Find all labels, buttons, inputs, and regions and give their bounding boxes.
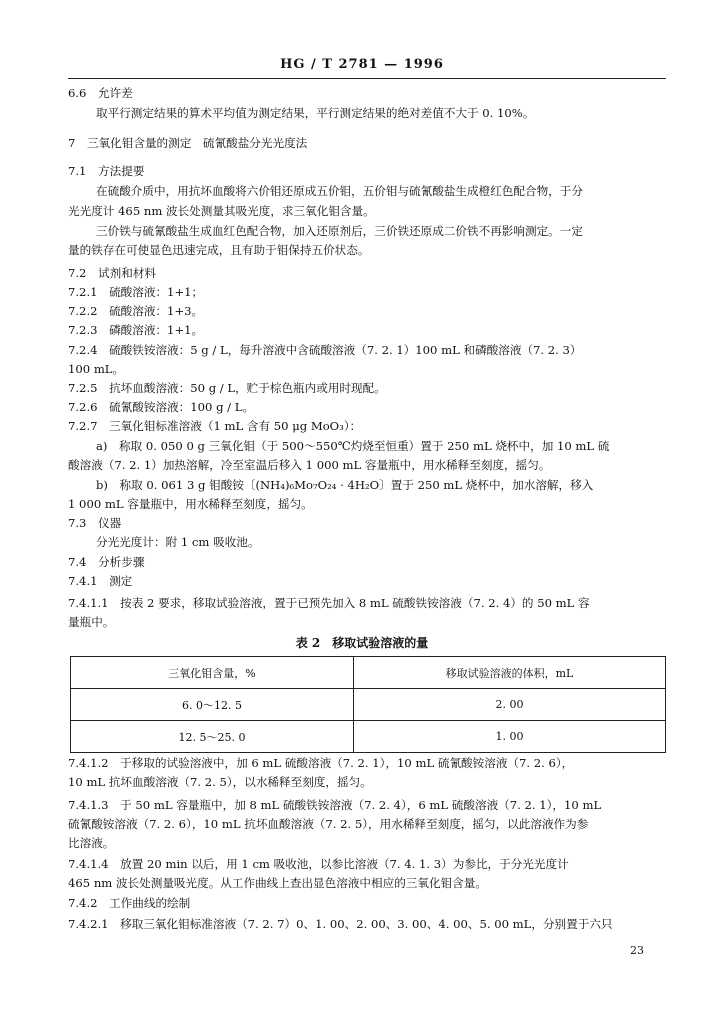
clause-7-2-7: 7.2.7 三氧化钼标准溶液（1 mL 含有 50 μg MoO₃）： — [68, 419, 362, 433]
section-7-4-2-heading: 7.4.2 工作曲线的绘制 — [68, 896, 191, 910]
section-7-2-heading: 7.2 试剂和材料 — [68, 266, 157, 280]
clause-7-2-5: 7.2.5 抗坏血酸溶液：50 g / L，贮于棕色瓶内或用时现配。 — [68, 381, 386, 395]
paragraph-line: 10 mL 抗坏血酸溶液（7. 2. 5），以水稀释至刻度，摇匀。 — [68, 775, 372, 789]
clause-7-4-1-4: 7.4.1.4 放置 20 min 以后，用 1 cm 吸收池，以参比溶液（7. 4. 1. 3）为参比，于分光光度计 — [68, 857, 569, 871]
clause-7-4-1-1: 7.4.1.1 按表 2 要求，移取试验溶液，置于已预先加入 8 mL 硫酸铁铵溶液（7. 2. 4）的 50 mL 容 — [68, 596, 590, 610]
header-rule — [68, 78, 666, 79]
table-row — [71, 689, 666, 721]
table-cell: 6. 0～12. 5 — [71, 689, 354, 721]
paragraph-line: 量瓶中。 — [68, 615, 115, 629]
section-7-4-1-heading: 7.4.1 测定 — [68, 574, 133, 588]
page-header: HG / T 2781 — 1996 — [280, 57, 444, 72]
paragraph-line: 三价铁与硫氰酸盐生成血红色配合物，加入还原剂后，三价铁还原成二价铁不再影响测定。一定 — [96, 224, 583, 238]
clause-7-4-1-2: 7.4.1.2 于移取的试验溶液中，加 6 mL 硫酸溶液（7. 2. 1），10 mL 硫氰酸铵溶液（7. 2. 6）， — [68, 756, 574, 770]
paragraph-line: 酸溶液（7. 2. 1）加热溶解，冷至室温后移入 1 000 mL 容量瓶中，用水稀释至刻度，摇匀。 — [68, 458, 551, 472]
list-item-b: b) 称取 0. 061 3 g 钼酸铵〔(NH₄)₆Mo₇O₂₄ · 4H₂O〕置于 250 mL 烧杯中，加水溶解，移入 — [96, 478, 594, 492]
paragraph-line: 在硫酸介质中，用抗坏血酸将六价钼还原成五价钼，五价钼与硫氰酸盐生成橙红色配合物，于分 — [96, 184, 583, 198]
clause-7-2-1: 7.2.1 硫酸溶液：1+1； — [68, 285, 204, 299]
data-table — [70, 656, 666, 753]
section-7-heading: 7 三氧化钼含量的测定 硫氰酸盐分光光度法 — [68, 136, 308, 150]
table-header-row — [71, 657, 666, 689]
clause-7-2-2: 7.2.2 硫酸溶液：1+3。 — [68, 304, 204, 318]
paragraph-line: 取平行测定结果的算术平均值为测定结果，平行测定结果的绝对差值不大于 0. 10%。 — [96, 106, 535, 120]
clause-7-2-4: 7.2.4 硫酸铁铵溶液：5 g / L，每升溶液中含硫酸溶液（7. 2. 1）100 mL 和磷酸溶液（7. 2. 3） — [68, 343, 582, 357]
table-caption: 表 2 移取试验溶液的量 — [295, 636, 429, 650]
page-number: 23 — [630, 944, 644, 957]
table-header-cell: 移取试验溶液的体积，mL — [354, 657, 666, 689]
section-7-4-heading: 7.4 分析步骤 — [68, 555, 145, 569]
paragraph-line: 465 nm 波长处测量吸光度。从工作曲线上查出显色溶液中相应的三氧化钼含量。 — [68, 876, 487, 890]
paragraph-line: 比溶液。 — [68, 836, 115, 850]
table-row — [71, 721, 666, 753]
paragraph-line: 100 mL。 — [68, 362, 125, 376]
table-header-cell: 三氧化钼含量，% — [71, 657, 354, 689]
paragraph-line: 量的铁存在可使显色迅速完成，且有助于钼保持五价状态。 — [68, 243, 370, 257]
paragraph-line: 光光度计 465 nm 波长处测量其吸光度，求三氧化钼含量。 — [68, 204, 375, 218]
paragraph-line: 1 000 mL 容量瓶中，用水稀释至刻度，摇匀。 — [68, 497, 313, 511]
list-item-a: a) 称取 0. 050 0 g 三氧化钼（于 500～550℃灼烧至恒重）置于 250 mL 烧杯中，加 10 mL 硫 — [96, 439, 610, 453]
clause-7-2-3: 7.2.3 磷酸溶液：1+1。 — [68, 323, 204, 337]
table-cell: 2. 00 — [354, 689, 666, 721]
paragraph-line: 分光光度计：附 1 cm 吸收池。 — [96, 535, 260, 549]
table-cell: 1. 00 — [354, 721, 666, 753]
clause-7-4-1-3: 7.4.1.3 于 50 mL 容量瓶中，加 8 mL 硫酸铁铵溶液（7. 2. 4），6 mL 硫酸溶液（7. 2. 1），10 mL — [68, 798, 602, 812]
section-6-6-heading: 6.6 允许差 — [68, 86, 133, 100]
section-7-1-heading: 7.1 方法提要 — [68, 164, 145, 178]
paragraph-line: 硫氰酸铵溶液（7. 2. 6），10 mL 抗坏血酸溶液（7. 2. 5），用水稀释至刻度，摇匀，以此溶液作为参 — [68, 817, 589, 831]
table-cell: 12. 5～25. 0 — [71, 721, 354, 753]
clause-7-4-2-1: 7.4.2.1 移取三氧化钼标准溶液（7. 2. 7）0、1. 00、2. 00、3. 00、4. 00、5. 00 mL，分别置于六只 — [68, 917, 613, 931]
clause-7-2-6: 7.2.6 硫氰酸铵溶液：100 g / L。 — [68, 400, 255, 414]
section-7-3-heading: 7.3 仪器 — [68, 516, 122, 530]
